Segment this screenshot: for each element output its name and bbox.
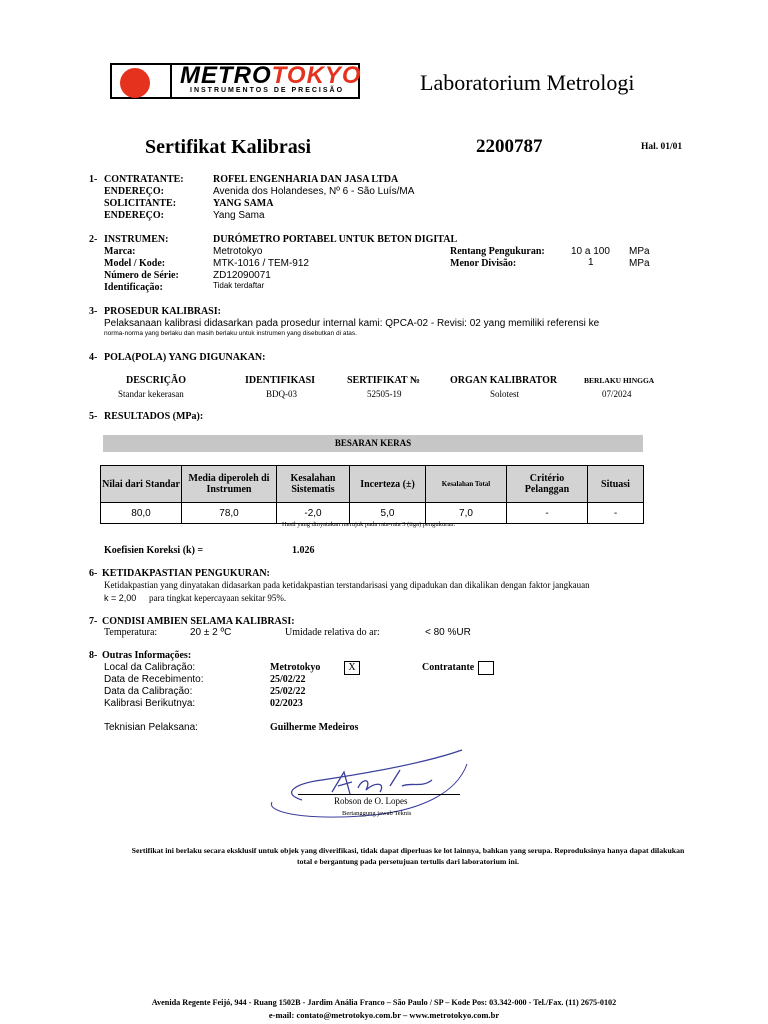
uncertainty-confidence: para tingkat kepercayaan sekitar 95%. (149, 593, 287, 603)
value-situasi: - (588, 503, 644, 524)
next-calibration-label: Kalibrasi Berikutnya: (104, 698, 196, 709)
solicitante-value: YANG SAMA (213, 198, 274, 209)
calibration-date-label: Data da Calibração: (104, 686, 193, 697)
disclaimer (96, 845, 720, 867)
logo-tagline: INSTRUMENTOS DE PRECISÃO (190, 87, 345, 94)
value-criterio: - (507, 503, 588, 524)
disclaimer-line-1: Sertifikat ini berlaku secara eksklusif untuk objek yang diverifikasi, tidak dapat diperluas ke lot lainnya, bahkan yang serupa. Reproduksinya hanya dapat dilakukan (131, 846, 685, 855)
signature-line (298, 794, 460, 795)
range-unit: MPa (629, 246, 650, 257)
receipt-date-value: 25/02/22 (270, 674, 306, 685)
logo-wordmark: METROTOKYO (180, 62, 362, 89)
results-title: BESARAN KERAS (334, 438, 412, 448)
division-label: Menor Divisão: (450, 258, 517, 269)
results-heading: RESULTADOS (MPa): (104, 411, 204, 422)
identificacao-value: Tidak terdaftar (213, 281, 265, 290)
col-berlaku: BERLAKU HINGGA (584, 376, 655, 385)
endereco-2-label: ENDEREÇO: (104, 210, 165, 221)
uncertainty-text: Ketidakpastian yang dinyatakan didasarkan pada ketidakpastian terstandarisasi yang dipadukan dan dikalikan dengan faktor jangkauan (104, 580, 590, 590)
model-label: Model / Kode: (104, 258, 166, 269)
section-3-number: 3- (89, 306, 98, 317)
pattern-descricao: Standar kekerasan (118, 389, 184, 399)
header-situasi: Situasi (588, 466, 644, 503)
calibration-date-value: 25/02/22 (270, 686, 306, 697)
col-identifikasi: IDENTIFIKASI (245, 375, 316, 386)
section-4-number: 4- (89, 352, 98, 363)
value-total: 7,0 (426, 503, 507, 524)
coefficient-value: 1.026 (292, 545, 315, 556)
col-descricao: DESCRIÇÃO (126, 375, 187, 386)
temperature-value: 20 ± 2 ºC (190, 627, 232, 638)
pattern-id: BDQ-03 (266, 389, 297, 399)
division-value: 1 (588, 257, 594, 268)
next-calibration-value: 02/2023 (270, 698, 303, 709)
local-option-contratante: Contratante (422, 662, 475, 673)
col-sertifikat: SERTIFIKAT № (347, 375, 420, 386)
document-title: Sertifikat Kalibrasi (145, 136, 312, 158)
instrument-heading: INSTRUMEN: (104, 234, 169, 245)
pattern-cert: 52505-19 (367, 389, 402, 399)
contratante-label: CONTRATANTE: (104, 174, 184, 185)
page-indicator: Hal. 01/01 (641, 142, 683, 152)
footer-contact: e-mail: contato@metrotokyo.com.br – www.metrotokyo.com.br (268, 1010, 500, 1020)
instrument-name: DURÓMETRO PORTABEL UNTUK BETON DIGITAL (213, 234, 458, 245)
ambient-heading: CONDISI AMBIEN SELAMA KALIBRASI: (102, 616, 295, 627)
results-header-row (101, 466, 644, 503)
header-kesalahan-sistematis: Kesalahan Sistematis (277, 466, 350, 503)
results-table (100, 465, 644, 524)
technician-label: Teknisian Pelaksana: (104, 722, 198, 733)
marca-value: Metrotokyo (213, 246, 263, 257)
header-nilai: Nilai dari Standar (101, 466, 182, 503)
signatory-role: Bertanggung jawab Teknis (342, 810, 412, 817)
uncertainty-k: k = 2,00 (104, 593, 137, 603)
header-media: Media diperoleh di Instrumen (182, 466, 277, 503)
rising-sun-icon (120, 68, 150, 98)
range-label: Rentang Pengukuran: (450, 246, 545, 257)
value-sistematis: -2,0 (277, 503, 350, 524)
contratante-value: ROFEL ENGENHARIA DAN JASA LTDA (213, 174, 399, 185)
local-metrotokyo-checkbox: X (344, 661, 360, 675)
procedure-note: norma-norma yang berlaku dan masih berlaku untuk instrumen yang disebutkan di atas. (104, 330, 357, 337)
serial-value: ZD12090071 (213, 270, 271, 281)
col-organ-kalibrator: ORGAN KALIBRATOR (450, 375, 558, 386)
solicitante-label: SOLICITANTE: (104, 198, 177, 209)
procedure-heading: PROSEDUR KALIBRASI: (104, 306, 221, 317)
section-6-number: 6- (89, 568, 98, 579)
range-value: 10 a 100 (571, 246, 610, 257)
technician-value: Guilherme Medeiros (270, 722, 359, 733)
endereco-label: ENDEREÇO: (104, 186, 165, 197)
uncertainty-heading: KETIDAKPASTIAN PENGUKURAN: (102, 568, 270, 579)
receipt-date-label: Data de Recebimento: (104, 674, 204, 685)
patterns-heading: POLA(POLA) YANG DIGUNAKAN: (104, 352, 266, 363)
procedure-text: Pelaksanaan kalibrasi didasarkan pada prosedur internal kami: QPCA-02 - Revisi: 02 yang memiliki referensi ke (104, 318, 600, 329)
lab-name: Laboratorium Metrologi (420, 70, 635, 95)
other-info-heading: Outras Informações: (102, 650, 192, 661)
local-option-metrotokyo: Metrotokyo (270, 662, 321, 673)
pattern-organ: Solotest (490, 389, 520, 399)
endereco-value: Avenida dos Holandeses, Nº 6 - São Luís/MA (213, 186, 415, 197)
footer-address: Avenida Regente Feijó, 944 - Ruang 1502B - Jardim Anália Franco – São Paulo / SP – Kode Pos: 03.342-000 - Tel./Fax. (11) 2675-0102 (151, 998, 617, 1007)
section-8-number: 8- (89, 650, 98, 661)
serial-label: Número de Série: (104, 270, 179, 281)
temperature-label: Temperatura: (104, 627, 158, 638)
certificate-number: 2200787 (476, 136, 543, 157)
local-contratante-checkbox (478, 661, 494, 675)
marca-label: Marca: (104, 246, 136, 257)
value-media: 78,0 (182, 503, 277, 524)
header-kesalahan-total: Kesalahan Total (426, 466, 507, 503)
section-2-number: 2- (89, 234, 98, 245)
logo-divider (170, 63, 172, 99)
header-incerteza: Incerteza (±) (350, 466, 426, 503)
value-nilai: 80,0 (101, 503, 182, 524)
section-7-number: 7- (89, 616, 98, 627)
disclaimer-line-2: total e bergantung pada persetujuan tertulis dari laboratorium ini. (297, 857, 519, 866)
results-note: Hasil yang dinyatakan merujuk pada rata-rata 3 (tiga) pengukuran. (282, 521, 456, 528)
division-unit: MPa (629, 258, 650, 269)
coefficient-label: Koefisien Koreksi (k) = (104, 545, 204, 556)
humidity-label: Umidade relativa do ar: (285, 627, 380, 638)
section-1-number: 1- (89, 174, 98, 185)
model-value: MTK-1016 / TEM-912 (213, 258, 309, 269)
endereco-2-value: Yang Sama (213, 210, 265, 221)
signatory-name: Robson de O. Lopes (334, 796, 408, 806)
section-5-number: 5- (89, 411, 98, 422)
identificacao-label: Identificação: (104, 282, 163, 293)
humidity-value: < 80 %UR (425, 627, 471, 638)
pattern-valid-until: 07/2024 (602, 389, 632, 399)
header-criterio: Critério Pelanggan (507, 466, 588, 503)
local-label: Local da Calibração: (104, 662, 196, 673)
value-incerteza: 5,0 (350, 503, 426, 524)
